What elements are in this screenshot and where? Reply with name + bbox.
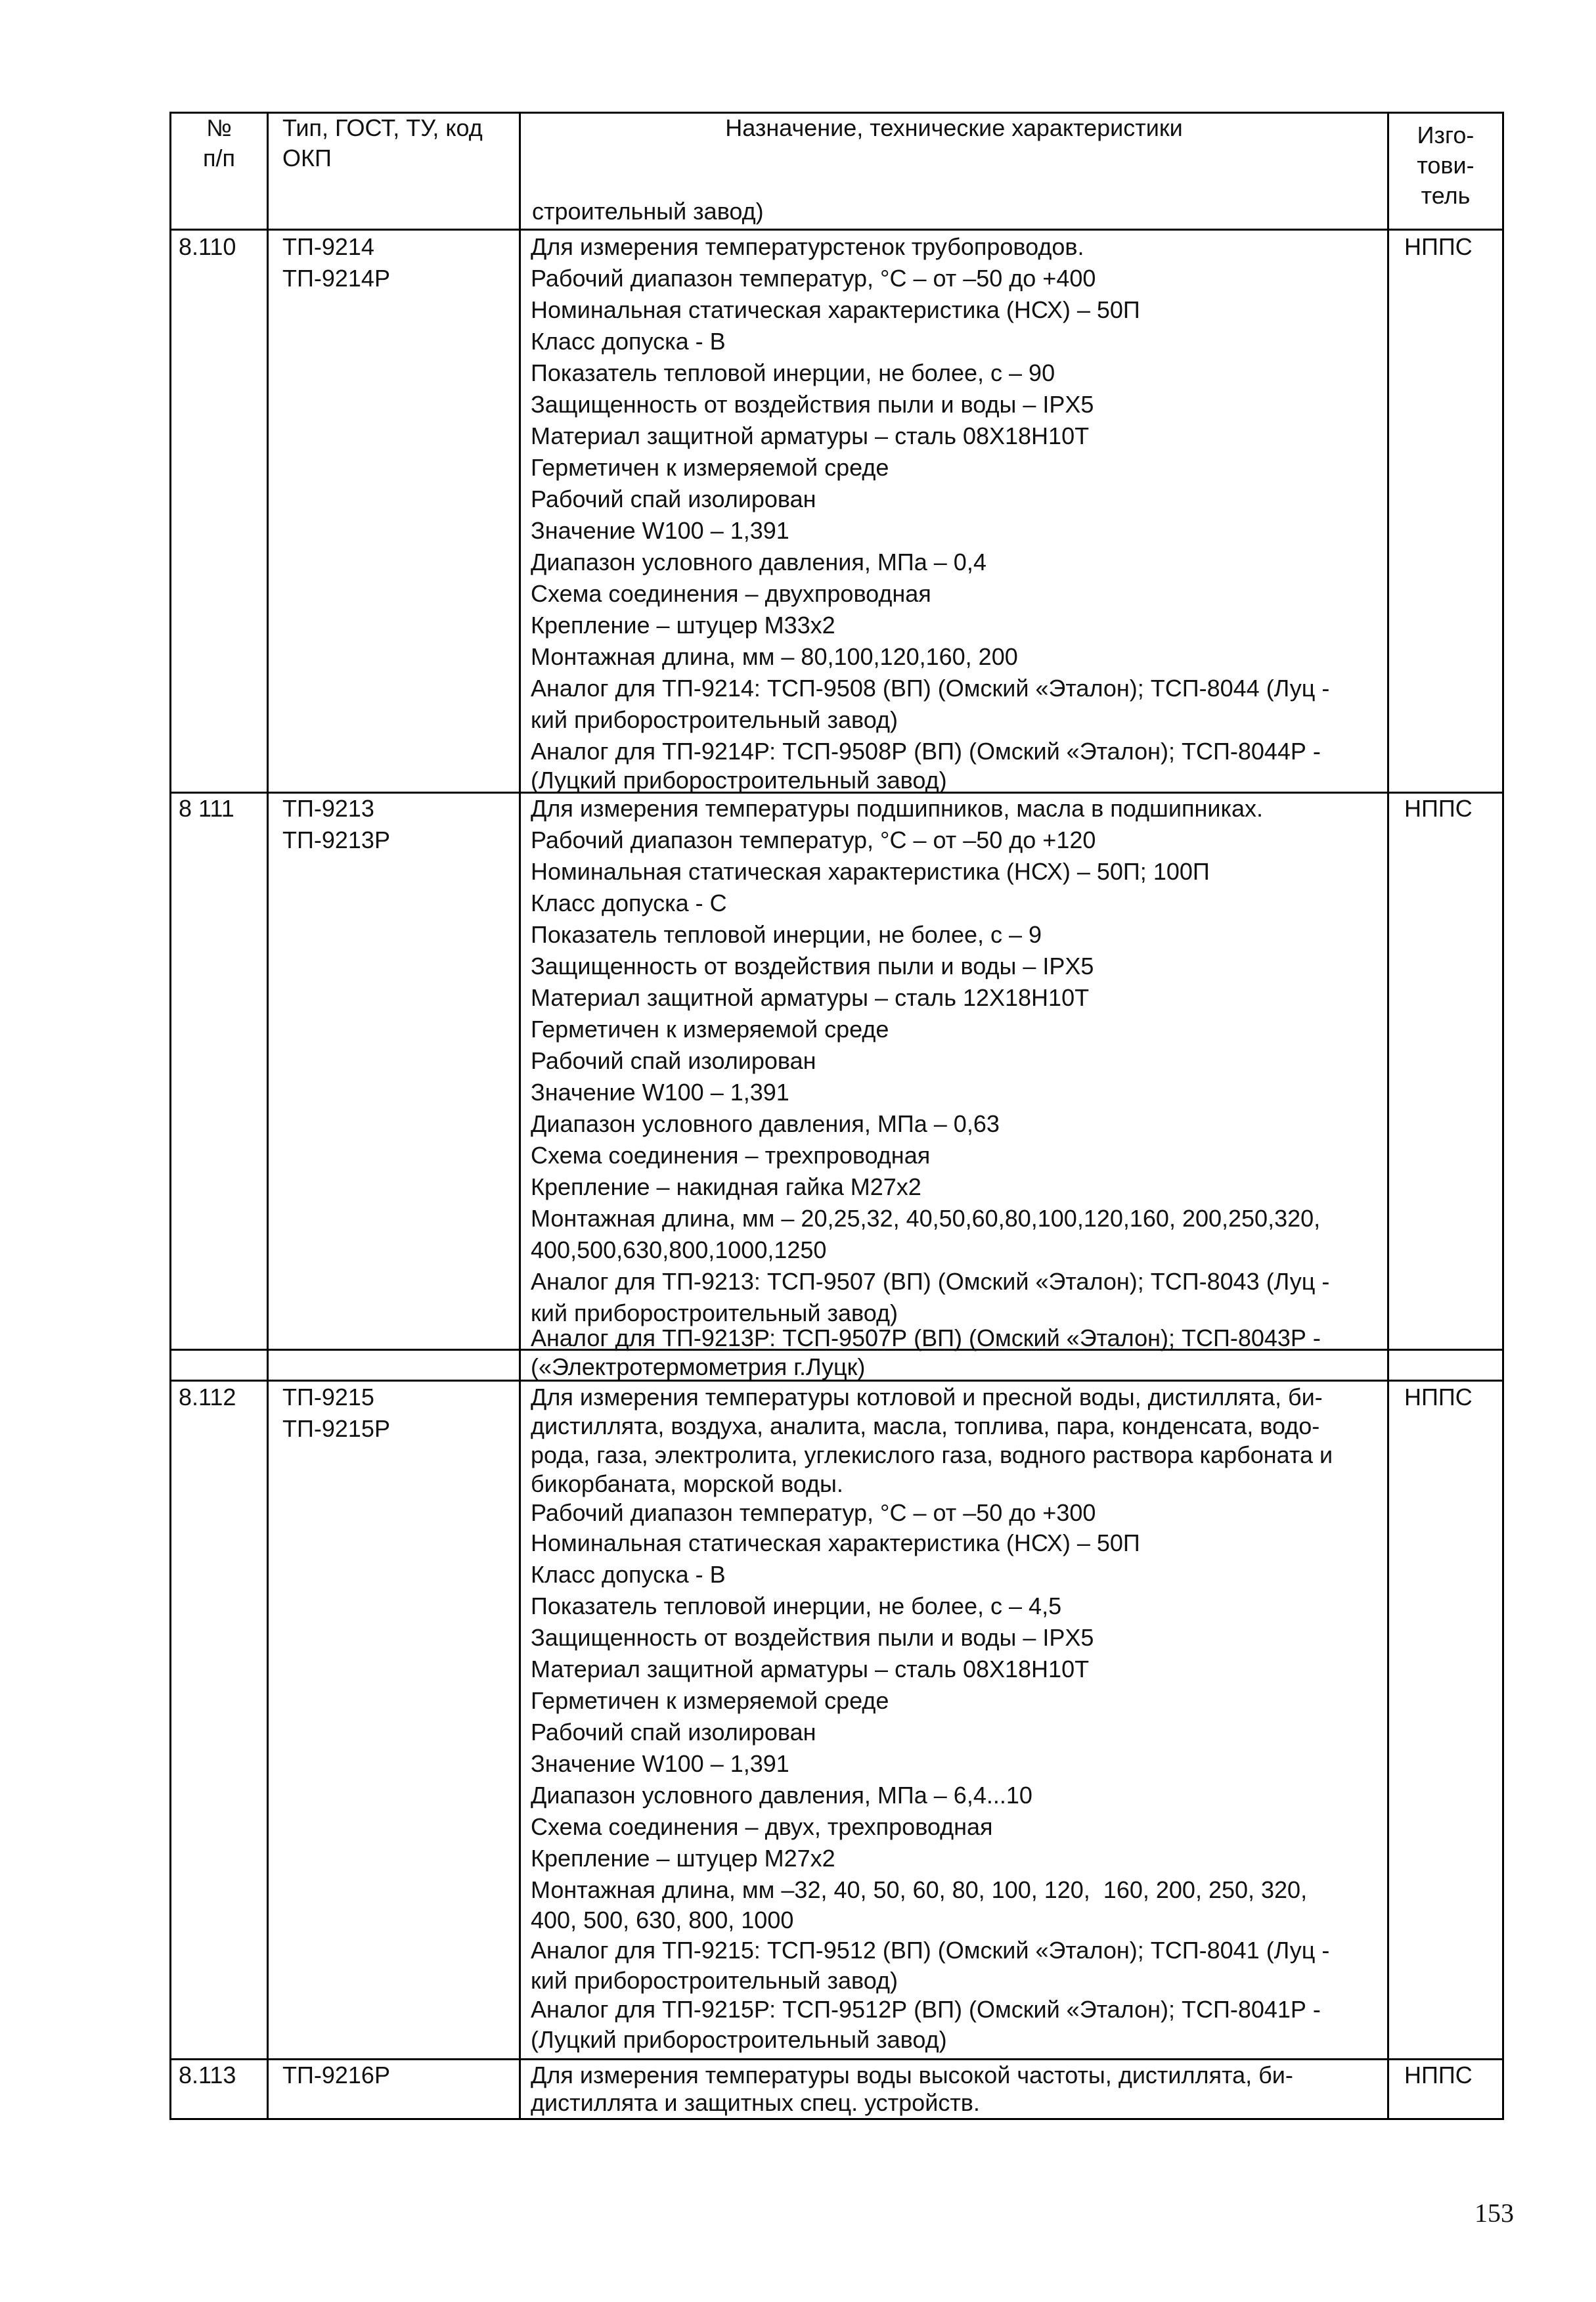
column-divider-maker: [1387, 112, 1389, 2120]
desc-line: Рабочий спай изолирован: [531, 485, 816, 512]
desc-line: Аналог для ТП-9213: ТСП-9507 (ВП) (Омский «Эталон); ТСП-8043 (Луц -: [531, 1268, 1330, 1295]
row-type: ТП-9216Р: [282, 2062, 390, 2088]
row-number: 8.110: [179, 233, 236, 260]
header-col-number: № п/п: [203, 114, 235, 171]
desc-line: (Луцкий приборостроительный завод): [531, 767, 947, 794]
desc-line: Аналог для ТП-9214Р: ТСП-9508Р (ВП) (Омский «Эталон); ТСП-8044Р -: [531, 738, 1321, 765]
desc-line: кий приборостроительный завод): [531, 706, 898, 733]
desc-line: Для измерения температуры подшипников, масла в подшипниках.: [531, 795, 1264, 822]
desc-line: бикорбаната, морской воды.: [531, 1470, 843, 1497]
desc-line: Рабочий диапазон температур, °С – от –50 до +120: [531, 826, 1096, 853]
desc-line: Материал защитной арматуры – сталь 08Х18Н10Т: [531, 1656, 1090, 1682]
header-col-description: Назначение, технические характеристики: [725, 114, 1183, 141]
desc-line: Материал защитной арматуры – сталь 08Х18Н10Т: [531, 422, 1090, 449]
desc-line: Рабочий диапазон температур, °С – от –50 до +400: [531, 265, 1096, 292]
desc-line: Защищенность от воздействия пыли и воды – IPX5: [531, 391, 1094, 418]
row-maker: НППС: [1404, 1384, 1473, 1411]
column-divider-desc: [519, 112, 521, 2120]
desc-line: Монтажная длина, мм –32, 40, 50, 60, 80, 100, 120, 160, 200, 250, 320,: [531, 1876, 1308, 1903]
desc-line: Герметичен к измеряемой среде: [531, 454, 889, 481]
row-type: ТП-9214 ТП-9214Р: [282, 233, 390, 292]
desc-line: Номинальная статическая характеристика (НСХ) – 50П: [531, 296, 1140, 323]
desc-line: Класс допуска - С: [531, 890, 727, 916]
desc-line: Показатель тепловой инерции, не более, с – 9: [531, 921, 1042, 948]
column-divider-type: [267, 112, 269, 2120]
desc-line: кий приборостроительный завод): [531, 1299, 898, 1326]
desc-line: (Луцкий приборостроительный завод): [531, 2026, 947, 2053]
desc-line: Номинальная статическая характеристика (НСХ) – 50П: [531, 1529, 1140, 1556]
row-number: 8.113: [179, 2062, 236, 2088]
row-type: ТП-9215 ТП-9215Р: [282, 1384, 390, 1442]
table-border-right: [1502, 112, 1504, 2120]
desc-line: Аналог для ТП-9215Р: ТСП-9512Р (ВП) (Омский «Эталон); ТСП-8041Р -: [531, 1996, 1321, 2023]
desc-line: Для измерения температуры котловой и пресной воды, дистиллята, би-: [531, 1384, 1323, 1411]
desc-line: Материал защитной арматуры – сталь 12Х18Н10Т: [531, 984, 1090, 1011]
row-maker: НППС: [1404, 795, 1473, 822]
desc-line: Показатель тепловой инерции, не более, с – 90: [531, 359, 1055, 386]
desc-line: 400, 500, 630, 800, 1000: [531, 1907, 794, 1933]
desc-line: рода, газа, электролита, углекислого газа, водного раствора карбоната и: [531, 1441, 1333, 1468]
header-col-maker: Изго- тови- тель: [1417, 122, 1474, 209]
desc-line: Крепление – штуцер М33х2: [531, 612, 835, 639]
desc-line: Для измерения температуры воды высокой частоты, дистиллята, би-: [531, 2062, 1293, 2088]
desc-line: («Электротермометрия г.Луцк): [531, 1353, 866, 1380]
desc-line: Для измерения температурстенок трубопроводов.: [531, 233, 1084, 260]
desc-line: Класс допуска - В: [531, 1561, 726, 1588]
page-number: 153: [1474, 2198, 1514, 2228]
desc-line: Крепление – накидная гайка М27х2: [531, 1173, 921, 1200]
row-number: 8.112: [179, 1384, 236, 1411]
continuation-text: строительный завод): [532, 198, 764, 225]
desc-line: кий приборостроительный завод): [531, 1967, 898, 1994]
desc-line: Аналог для ТП-9213Р: ТСП-9507Р (ВП) (Омский «Эталон); ТСП-8043Р -: [531, 1324, 1321, 1351]
row-maker: НППС: [1404, 233, 1473, 260]
row-number: 8 111: [179, 795, 234, 822]
desc-line: Герметичен к измеряемой среде: [531, 1016, 889, 1043]
desc-line: дистиллята, воздуха, аналита, масла, топлива, пара, конденсата, водо-: [531, 1412, 1320, 1439]
desc-line: Диапазон условного давления, МПа – 0,63: [531, 1110, 1000, 1137]
desc-line: Класс допуска - В: [531, 328, 726, 355]
desc-line: Значение W100 – 1,391: [531, 1750, 789, 1777]
desc-line: дистиллята и защитных спец. устройств.: [531, 2089, 980, 2116]
desc-line: Значение W100 – 1,391: [531, 1079, 789, 1106]
desc-line: Защищенность от воздействия пыли и воды – IPX5: [531, 1624, 1094, 1651]
desc-line: Монтажная длина, мм – 80,100,120,160, 200: [531, 643, 1018, 670]
desc-line: Значение W100 – 1,391: [531, 517, 789, 544]
desc-line: Герметичен к измеряемой среде: [531, 1687, 889, 1714]
desc-line: Схема соединения – двухпроводная: [531, 580, 931, 607]
desc-line: Монтажная длина, мм – 20,25,32, 40,50,60,80,100,120,160, 200,250,320,: [531, 1205, 1321, 1232]
desc-line: Крепление – штуцер М27х2: [531, 1845, 835, 1872]
desc-line: Рабочий спай изолирован: [531, 1047, 816, 1074]
desc-line: Рабочий диапазон температур, °С – от –50 до +300: [531, 1499, 1096, 1526]
desc-line: Схема соединения – двух, трехпроводная: [531, 1813, 993, 1840]
row-type: ТП-9213 ТП-9213Р: [282, 795, 390, 853]
desc-line: Диапазон условного давления, МПа – 6,4...10: [531, 1782, 1032, 1809]
desc-line: Аналог для ТП-9214: ТСП-9508 (ВП) (Омский «Эталон); ТСП-8044 (Луц -: [531, 675, 1330, 702]
row-maker: НППС: [1404, 2062, 1473, 2088]
table-border-left: [169, 112, 171, 2120]
header-bottom-line: [169, 229, 1504, 231]
desc-line: Диапазон условного давления, МПа – 0,4: [531, 549, 986, 576]
header-col-type: Тип, ГОСТ, ТУ, код ОКП: [282, 114, 483, 171]
desc-line: Показатель тепловой инерции, не более, с – 4,5: [531, 1592, 1062, 1619]
desc-line: Рабочий спай изолирован: [531, 1719, 816, 1746]
desc-line: Аналог для ТП-9215: ТСП-9512 (ВП) (Омский «Эталон); ТСП-8041 (Луц -: [531, 1937, 1330, 1964]
desc-line: Защищенность от воздействия пыли и воды – IPX5: [531, 953, 1094, 980]
desc-line: 400,500,630,800,1000,1250: [531, 1236, 827, 1263]
desc-line: Схема соединения – трехпроводная: [531, 1142, 931, 1169]
desc-line: Номинальная статическая характеристика (НСХ) – 50П; 100П: [531, 858, 1210, 885]
